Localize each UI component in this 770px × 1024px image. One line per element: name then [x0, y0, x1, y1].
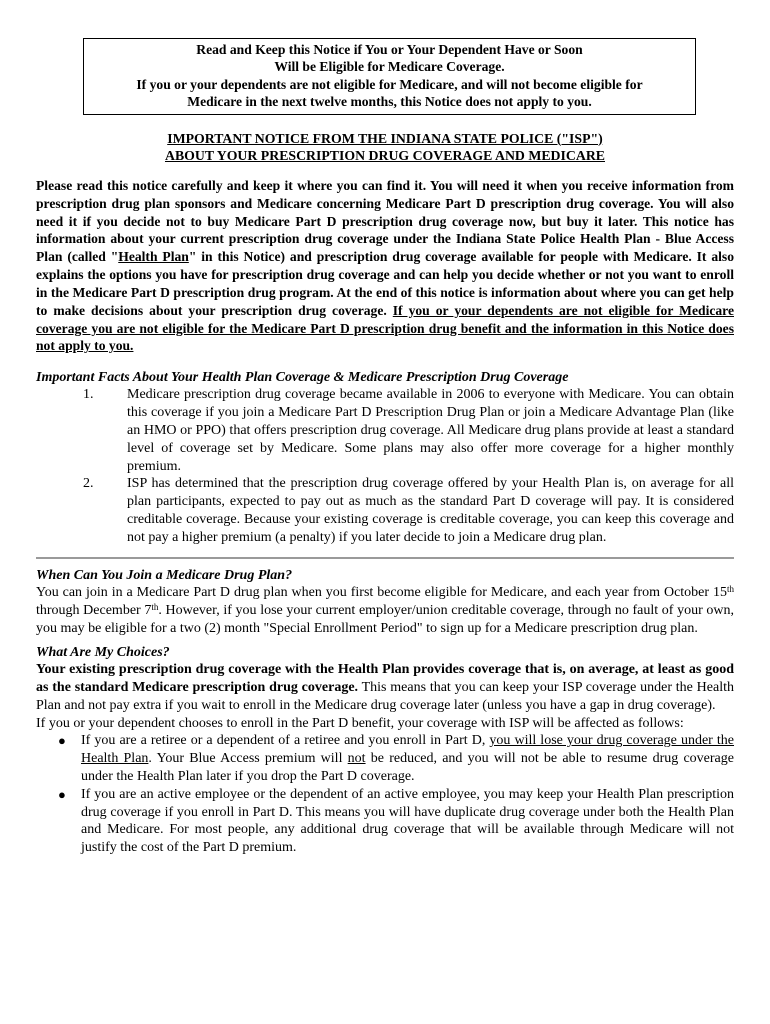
choices-bullet-list: [36, 732, 734, 857]
section-divider: [36, 557, 734, 559]
bullet-1-text-c: be reduced, and you will not be able to resume drug coverage under the Health Plan later if you drop the Part D coverage.: [81, 751, 734, 784]
health-plan-term: Health Plan: [118, 249, 189, 265]
choices-bold-lead: Your existing prescription drug coverage with the Health Plan provides coverage that is, on average, at least as good as the standard Medicare prescription drug coverage.: [36, 662, 734, 695]
intro-text-2: " in this Notice) and prescription drug coverage available for people with Medicare. It also explains the options you have for prescription drug coverage and can help you decide whether or not you want to enroll in the Medicare Part D prescription drug program. At the end of this notice is information about where you can get help to make decisions about your prescription drug coverage.: [36, 249, 734, 318]
notice-line-3: If you or your dependents are not eligible for Medicare, and will not become eligible for: [136, 76, 643, 92]
facts-list: [36, 386, 734, 546]
intro-text-1: Please read this notice carefully and keep it where you can find it. You will need it when you receive information from prescription drug plan sponsors and Medicare concerning Medicare Part D prescription drug coverage. You will also need it if you decide not to buy Medicare Part D prescription drug coverage now, but buy it later. This notice has information about your current prescription drug coverage under the Indiana State Police Health Plan - Blue Access Plan (called ": [36, 177, 734, 265]
choices-paragraph-2: If you or your dependent chooses to enroll in the Part D benefit, your coverage with ISP will be affected as follows:: [36, 715, 684, 731]
notice-line-2: Will be Eligible for Medicare Coverage.: [274, 59, 505, 75]
list-item: [36, 475, 734, 546]
list-item: [36, 786, 734, 857]
list-item: [36, 386, 734, 475]
join-superscript-1: th: [726, 584, 734, 595]
bullet-1-not: not: [347, 751, 366, 767]
bullet-icon: ●: [58, 786, 66, 802]
bullet-1-text-b: . Your Blue Access premium will: [148, 751, 348, 767]
join-text-2: through December 7: [36, 603, 152, 618]
bullet-2-text: If you are an active employee or the dependent of an active employee, you may keep your Health Plan prescription drug coverage if you enroll in Part D. This means you will have duplicate drug coverage under both the Health Plan and Medicare. For most people, any additional drug coverage that will be available through Medicare will not justify the cost of the Part D premium.: [81, 786, 734, 856]
bullet-1-underlined: you will lose your drug coverage under the Health Plan: [81, 733, 735, 767]
bullet-icon: ●: [58, 733, 66, 749]
heading-line-1: IMPORTANT NOTICE FROM THE INDIANA STATE POLICE ("ISP"): [167, 130, 603, 146]
list-item-text: ISP has determined that the prescription drug coverage offered by your Health Plan is, on average for all plan participants, expected to pay out as much as the standard Part D coverage will pay. It is considered creditable coverage. Because your existing coverage is creditable coverage, you can keep this coverage and not pay a higher premium (a penalty) if you later decide to join a Medicare drug plan.: [127, 476, 734, 545]
list-item: [36, 732, 734, 785]
heading-line-2: ABOUT YOUR PRESCRIPTION DRUG COVERAGE AND MEDICARE: [164, 148, 605, 164]
join-text-3: . However, if you lose your current employer/union creditable coverage, through no fault of your own, you may be eligible for a two (2) month "Special Enrollment Period" to sign up for a Medicare prescription drug plan.: [36, 603, 734, 636]
notice-line-1: Read and Keep this Notice if You or Your Dependent Have or Soon: [196, 42, 583, 57]
intro-paragraph: [36, 177, 734, 355]
join-text-1: You can join in a Medicare Part D drug plan when you first become eligible for Medicare, and each year from October 15: [36, 585, 727, 601]
choices-section-title: What Are My Choices?: [36, 644, 170, 660]
bullet-1-text-a: If you are a retiree or a dependent of a retiree and you enroll in Part D,: [81, 733, 490, 749]
choices-lead-rest: This means that you can keep your ISP coverage under the Health Plan and not pay extra if you wait to enroll in the Medicare drug coverage later (unless you have a gap in drug coverage).: [36, 679, 734, 713]
join-section-title: When Can You Join a Medicare Drug Plan?: [36, 567, 293, 583]
facts-section-title: Important Facts About Your Health Plan Coverage & Medicare Prescription Drug Coverage: [36, 369, 569, 385]
notice-line-4: Medicare in the next twelve months, this Notice does not apply to you.: [187, 94, 592, 110]
list-item-number: 2.: [83, 476, 94, 492]
document-heading: [36, 130, 734, 165]
intro-eligibility-warning: If you or your dependents are not eligible for Medicare coverage you are not eligible for the Medicare Part D prescription drug benefit and the information in this Notice does not apply to you.: [36, 302, 734, 354]
join-superscript-2: th: [151, 602, 159, 612]
join-paragraph: [36, 584, 734, 637]
notice-box: [83, 38, 696, 115]
list-item-text: Medicare prescription drug coverage became available in 2006 to everyone with Medicare. You can obtain this coverage if you join a Medicare Part D Prescription Drug Plan or join a Medicare Advantage Plan (like an HMO or PPO) that offers prescription drug coverage. All Medicare drug plans provide at least a standard level of coverage set by Medicare. Some plans may also offer more coverage for a higher monthly premium.: [127, 387, 734, 474]
choices-paragraph: [36, 661, 734, 714]
document-page: [36, 38, 734, 857]
list-item-number: 1.: [83, 387, 94, 403]
